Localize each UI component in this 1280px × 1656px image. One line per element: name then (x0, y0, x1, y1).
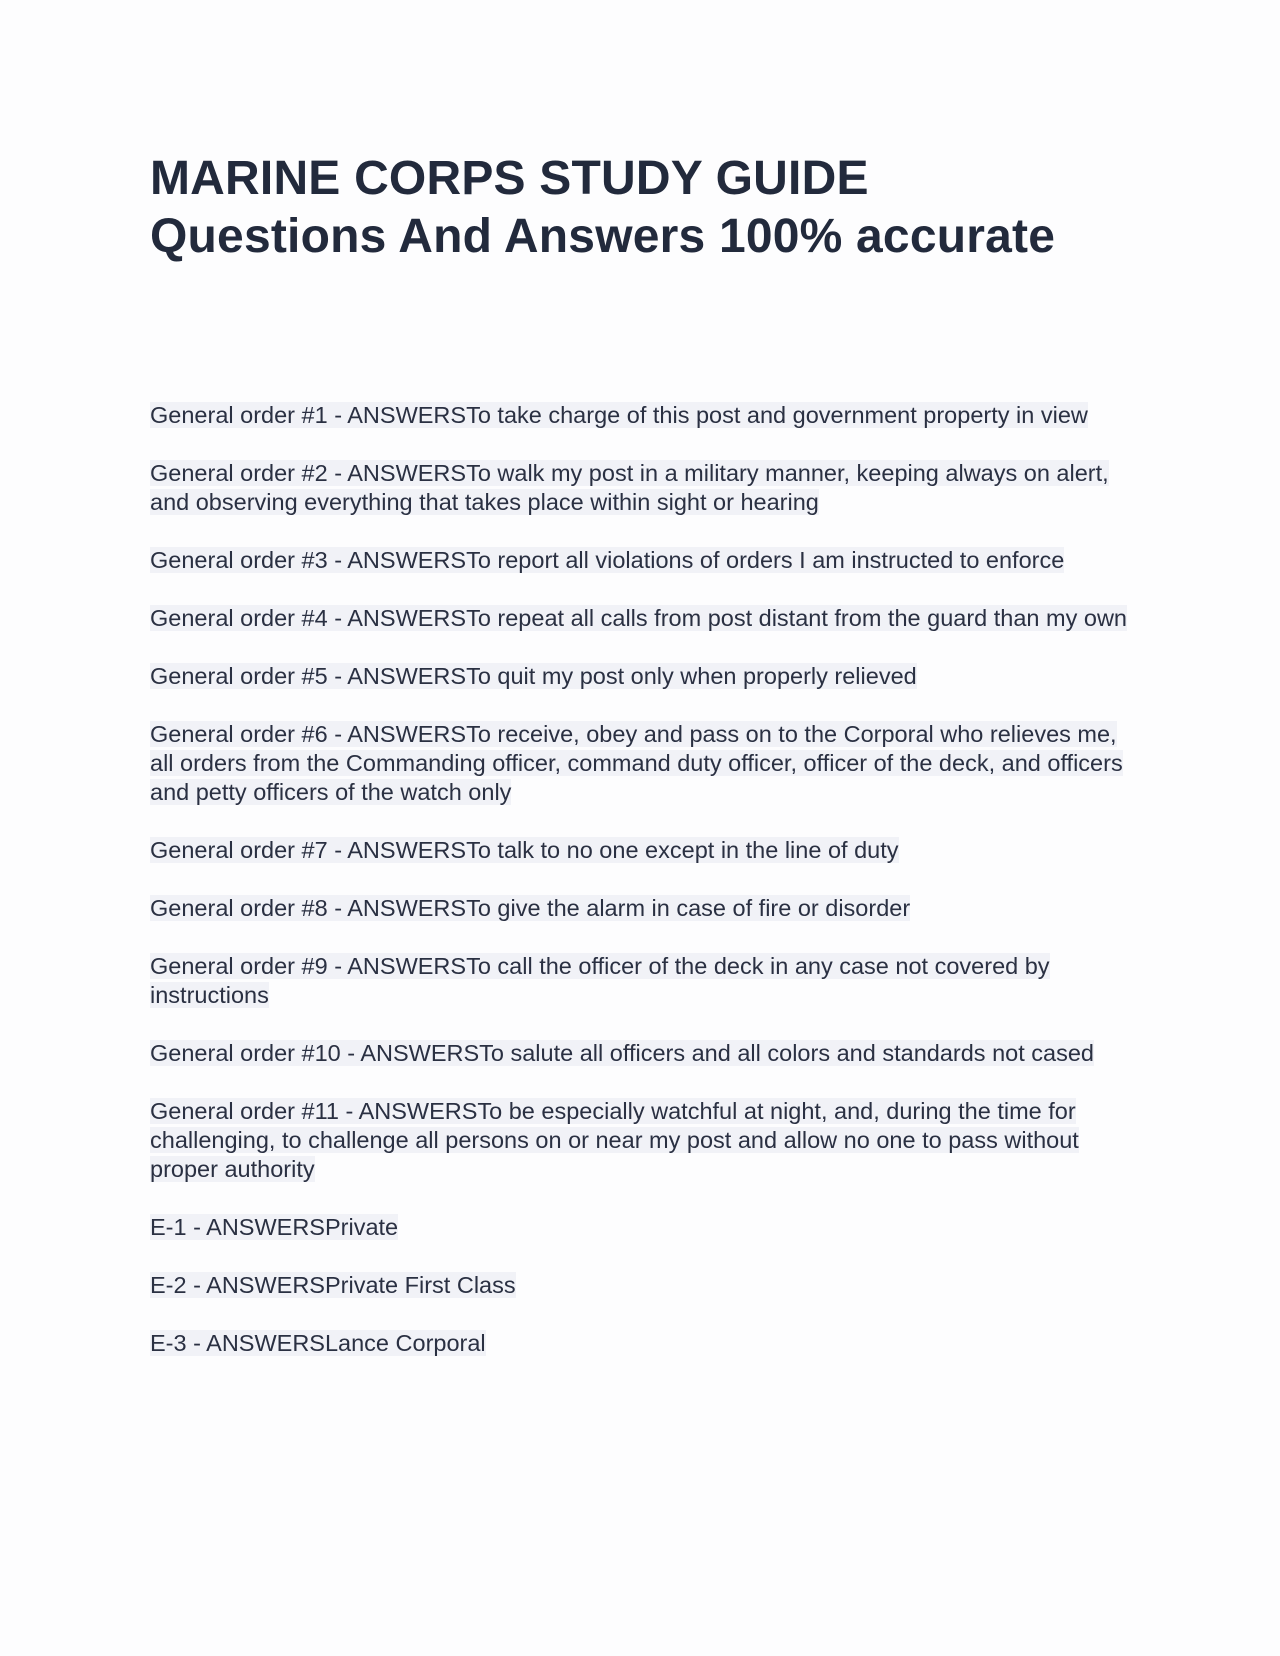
qa-item (150, 720, 1135, 807)
qa-item (150, 1329, 1135, 1358)
qa-item (150, 1097, 1135, 1184)
qa-text: General order #3 - ANSWERSTo report all violations of orders I am instructed to enforce (150, 547, 1065, 573)
qa-item (150, 1039, 1135, 1068)
qa-item (150, 401, 1135, 430)
qa-text: General order #10 - ANSWERSTo salute all officers and all colors and standards not cased (150, 1040, 1094, 1066)
qa-text: General order #6 - ANSWERSTo receive, obey and pass on to the Corporal who relieves me, all orders from the Commanding officer, command duty officer, officer of the deck, and officers and petty officers of the watch only (150, 721, 1123, 805)
qa-item (150, 546, 1135, 575)
document-page (150, 150, 1135, 1387)
title-line-2: Questions And Answers 100% accurate (150, 210, 1056, 263)
qa-item (150, 662, 1135, 691)
qa-text: General order #8 - ANSWERSTo give the alarm in case of fire or disorder (150, 895, 911, 921)
qa-text: General order #5 - ANSWERSTo quit my post only when properly relieved (150, 663, 917, 689)
qa-item (150, 459, 1135, 517)
qa-text: E-3 - ANSWERSLance Corporal (150, 1330, 486, 1356)
qa-text: E-2 - ANSWERSPrivate First Class (150, 1272, 516, 1298)
qa-text: General order #9 - ANSWERSTo call the officer of the deck in any case not covered by instructions (150, 953, 1050, 1008)
qa-text: General order #7 - ANSWERSTo talk to no one except in the line of duty (150, 837, 899, 863)
document-title (150, 150, 1135, 266)
qa-list (150, 401, 1135, 1358)
qa-text: General order #11 - ANSWERSTo be especially watchful at night, and, during the time for challenging, to challenge all persons on or near my post and allow no one to pass without proper authority (150, 1098, 1079, 1182)
qa-item (150, 894, 1135, 923)
qa-item (150, 1271, 1135, 1300)
qa-item (150, 836, 1135, 865)
qa-item (150, 952, 1135, 1010)
qa-item (150, 604, 1135, 633)
qa-text: General order #2 - ANSWERSTo walk my post in a military manner, keeping always on alert, and observing everything that takes place within sight or hearing (150, 460, 1109, 515)
qa-text: General order #4 - ANSWERSTo repeat all calls from post distant from the guard than my own (150, 605, 1127, 631)
qa-text: E-1 - ANSWERSPrivate (150, 1214, 399, 1240)
qa-text: General order #1 - ANSWERSTo take charge of this post and government property in view (150, 402, 1088, 428)
title-line-1: MARINE CORPS STUDY GUIDE (150, 152, 869, 205)
qa-item (150, 1213, 1135, 1242)
